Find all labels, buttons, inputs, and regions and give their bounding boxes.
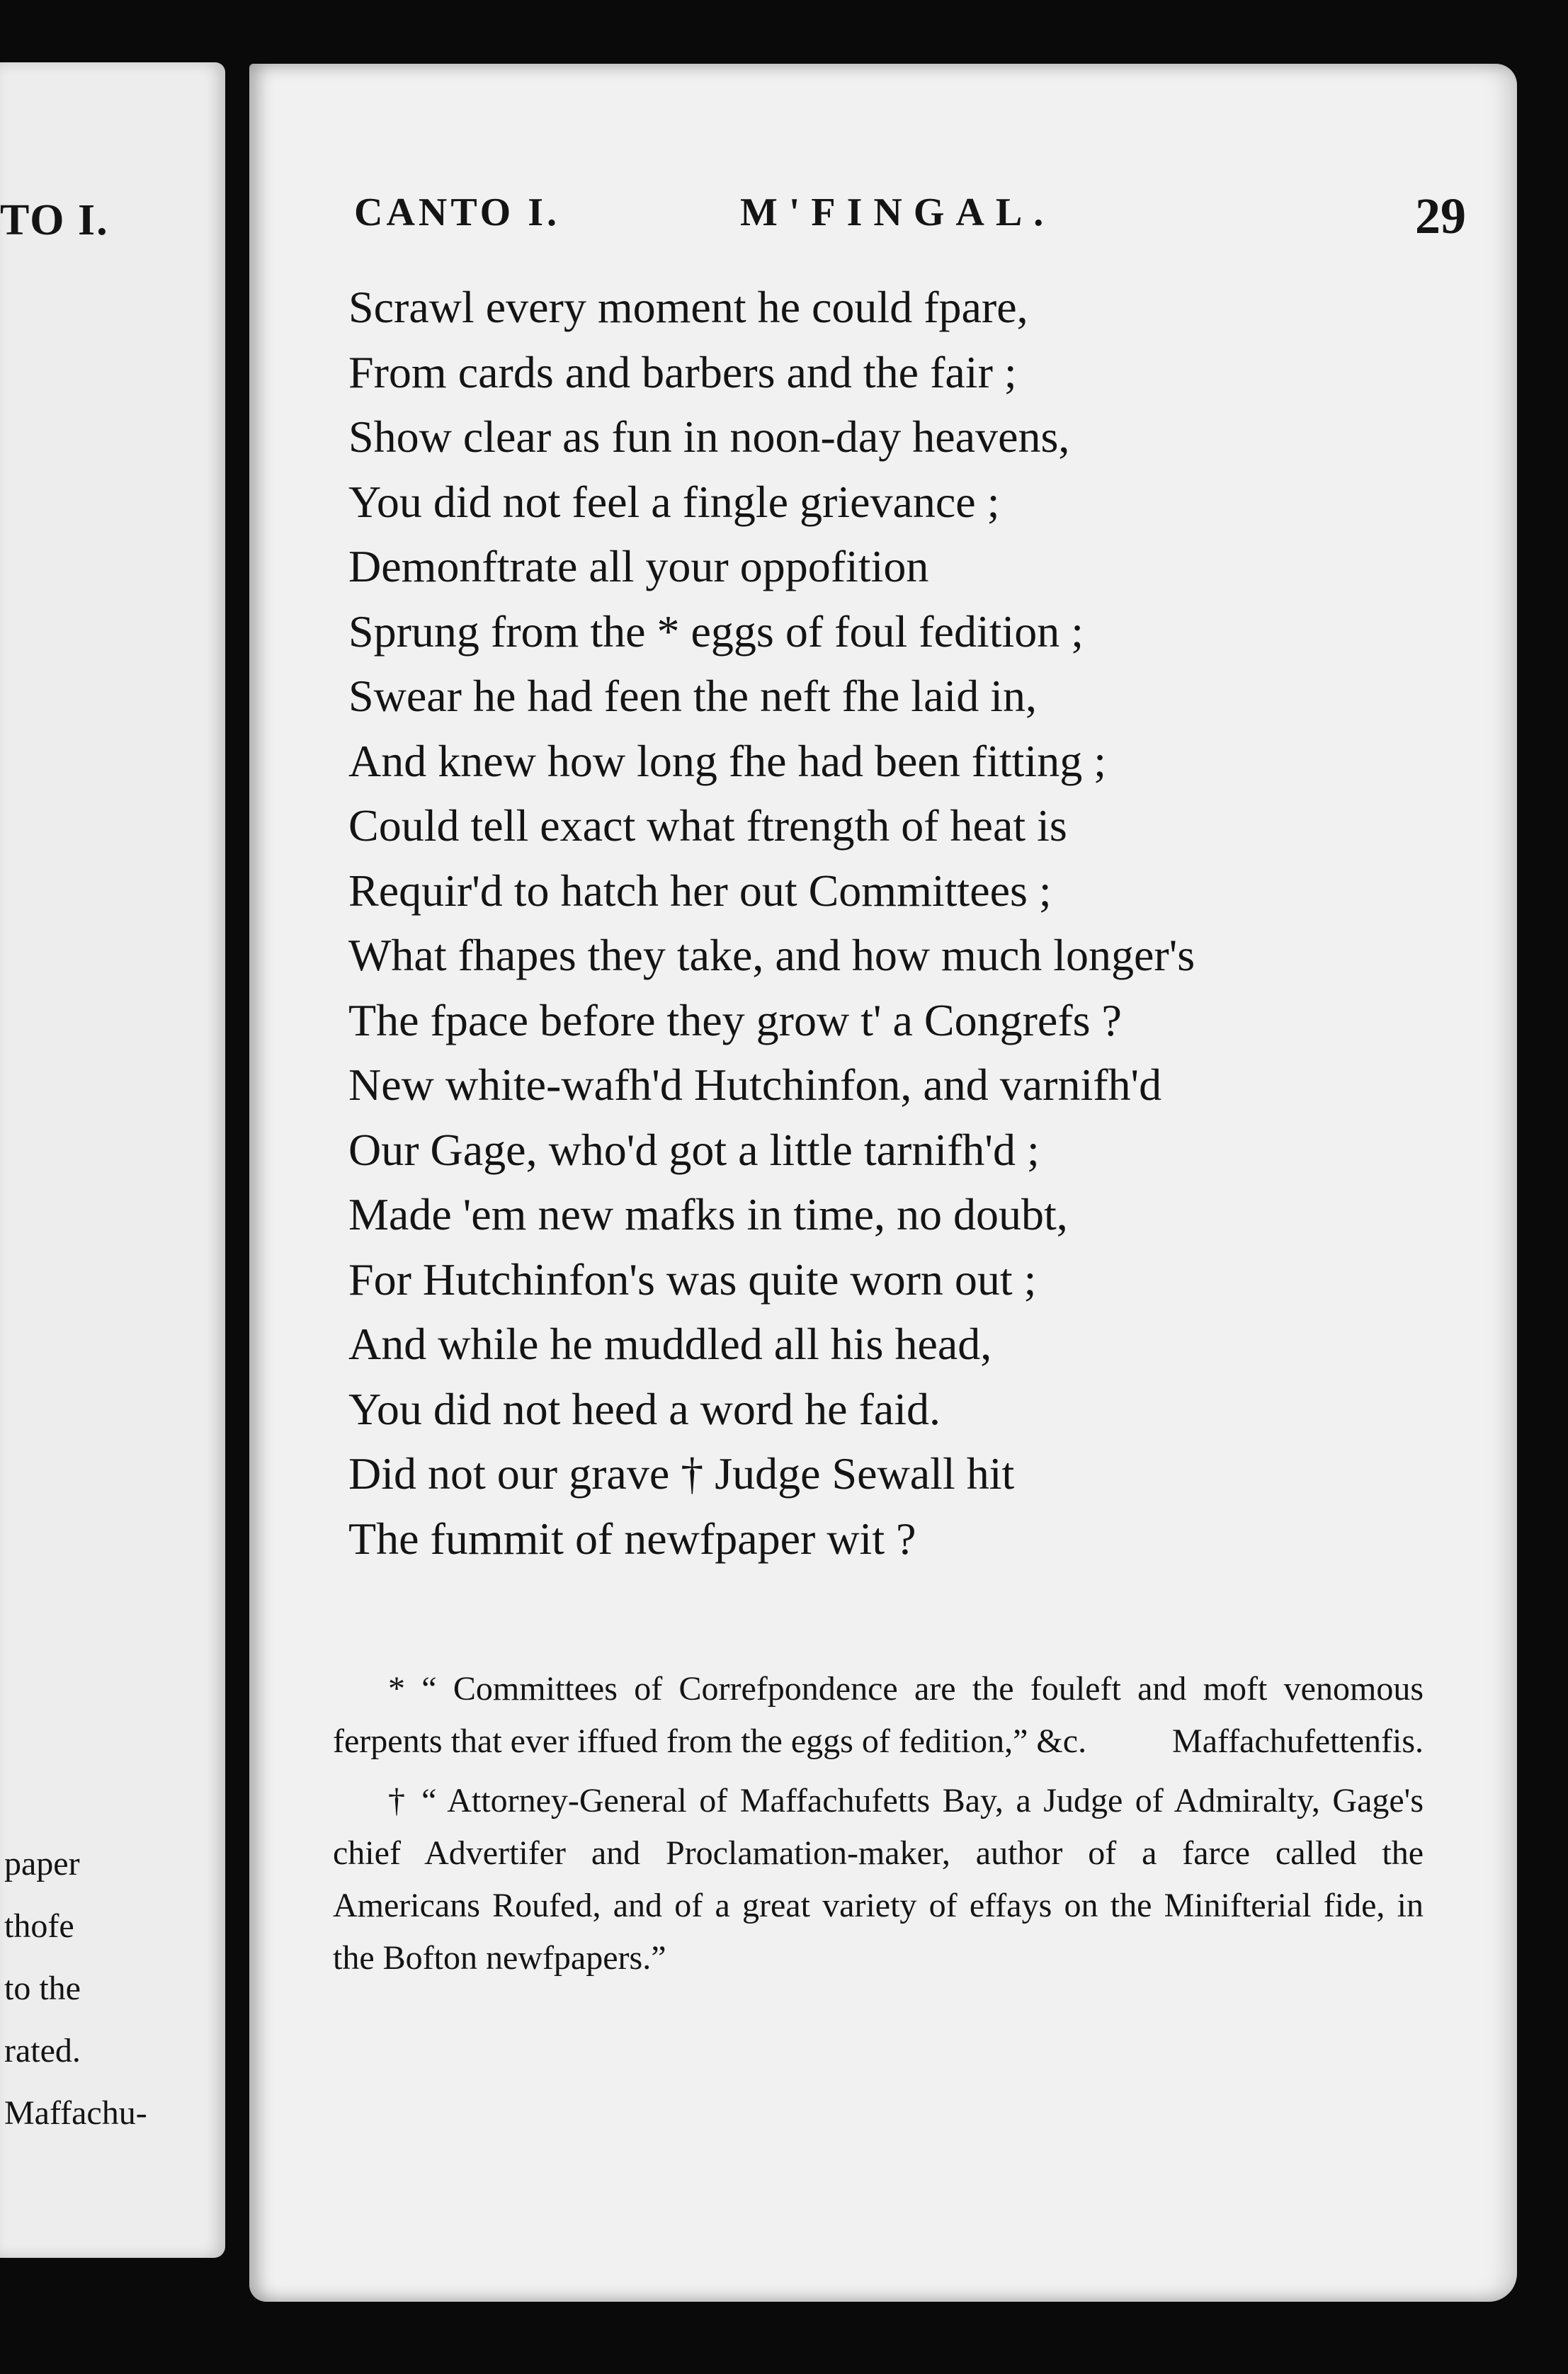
footnote-text: † “ Attorney-General of Maffachufetts Bay, a Judge of Admiralty, Gage's chief Advertifer and Proclamation-maker, author of a farce called the Americans Roufed, and of a great variety of effays on the Minifterial fide, in the Bofton newfpapers.” xyxy=(333,1782,1424,1977)
verse-line: Our Gage, who'd got a little tarnifh'd ; xyxy=(348,1124,1040,1175)
left-fragment: rated. xyxy=(4,2032,81,2069)
running-head xyxy=(354,190,1466,254)
verse-line: Did not our grave † Judge Sewall hit xyxy=(348,1448,1015,1499)
verse-line: The fpace before they grow t' a Congrefs ? xyxy=(348,994,1122,1045)
footnote-attribution: Maffachufettenfis. xyxy=(1172,1722,1424,1760)
verse-line: Show clear as fun in noon-day heavens, xyxy=(348,411,1070,462)
verse-line: You did not feel a fingle grievance ; xyxy=(348,476,1000,527)
footnote-committees xyxy=(333,1663,1424,1768)
verse-line: New white-wafh'd Hutchinfon, and varnifh'd xyxy=(348,1060,1162,1110)
verse-line: Requir'd to hatch her out Committees ; xyxy=(348,865,1052,916)
verse-line: And while he muddled all his head, xyxy=(348,1319,992,1369)
left-fragment: Maffachu- xyxy=(4,2094,147,2132)
footnote-text: * “ Committees of Correfpondence are the fouleft and moft venomous ferpents that ever iffued from the eggs of fedition,” &c. xyxy=(333,1670,1424,1760)
verse-line: And knew how long fhe had been fitting ; xyxy=(348,735,1106,786)
page-number: 29 xyxy=(1415,188,1466,244)
verse-line: Scrawl every moment he could fpare, xyxy=(348,282,1028,332)
left-page xyxy=(0,62,225,2258)
verse-line: What fhapes they take, and how much longer's xyxy=(348,930,1195,980)
left-fragment: thofe xyxy=(4,1907,74,1945)
footnote-sewall xyxy=(333,1775,1424,1984)
verse-line: From cards and barbers and the fair ; xyxy=(348,346,1017,397)
footnotes xyxy=(333,1663,1424,1992)
right-page xyxy=(249,64,1517,2302)
verse-line: Made 'em new mafks in time, no doubt, xyxy=(348,1189,1068,1239)
book-title: M'FINGAL. xyxy=(740,191,1055,234)
verse-block xyxy=(348,275,1453,1571)
verse-line: Could tell exact what ftrength of heat is xyxy=(348,800,1067,851)
verse-line: For Hutchinfon's was quite worn out ; xyxy=(348,1254,1037,1305)
verse-line: Demonftrate all your oppofition xyxy=(348,541,929,591)
left-fragment: to the xyxy=(4,1970,81,2007)
left-page-fragments xyxy=(4,1833,147,2145)
verse-line: You did not heed a word he faid. xyxy=(348,1383,941,1434)
verse-line: Swear he had feen the neft fhe laid in, xyxy=(348,671,1038,721)
left-fragment: paper xyxy=(4,1845,80,1882)
verse-line: Sprung from the * eggs of foul fedition ; xyxy=(348,606,1084,657)
canto-label: CANTO I. xyxy=(354,191,561,234)
left-page-header: TO I. xyxy=(0,196,109,244)
verse-line: The fummit of newfpaper wit ? xyxy=(348,1513,916,1564)
